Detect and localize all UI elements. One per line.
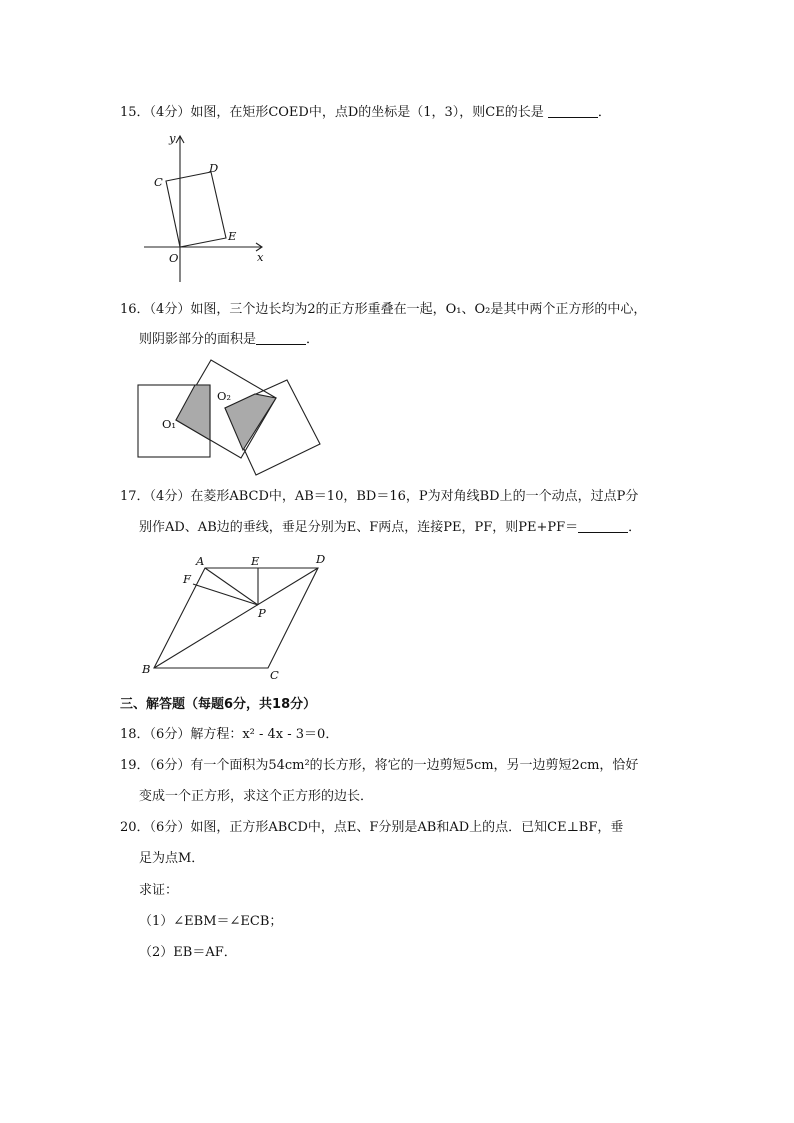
label-D: D bbox=[209, 161, 219, 175]
label-O1: O₁ bbox=[162, 417, 177, 431]
rectangle-COED bbox=[166, 172, 226, 247]
q19-line1: 19．（6分）有一个面积为54cm²的长方形，将它的一边剪短5cm，另一边剪短2cm，恰好 bbox=[120, 758, 639, 773]
label-A: A bbox=[196, 554, 205, 568]
label-E: E bbox=[228, 229, 237, 243]
q20-part1: （1）∠EBM＝∠ECB； bbox=[139, 914, 283, 929]
label-C17: C bbox=[270, 668, 279, 682]
q15-figure bbox=[144, 131, 264, 282]
section-title: 三、解答题（每题6分，共18分） bbox=[120, 697, 317, 712]
label-O: O bbox=[169, 251, 179, 265]
label-x: x bbox=[257, 250, 264, 264]
q18-text: 18．（6分）解方程：x² - 4x - 3＝0． bbox=[120, 727, 339, 742]
shaded-region-1 bbox=[176, 385, 210, 440]
q16-figure bbox=[138, 360, 320, 475]
segment-PF bbox=[193, 584, 258, 605]
q17-answer-blank[interactable] bbox=[578, 519, 628, 533]
q17-line1: 17．（4分）在菱形ABCD中，AB＝10，BD＝16，P为对角线BD上的一个动点，过点P分 bbox=[120, 489, 639, 504]
label-D17: D bbox=[316, 552, 326, 566]
label-y: y bbox=[169, 131, 176, 145]
q20-line2: 足为点M． bbox=[139, 851, 205, 866]
q16-line1: 16．（4分）如图，三个边长均为2的正方形重叠在一起，O₁、O₂是其中两个正方形的中心， bbox=[120, 302, 647, 317]
q20-line1: 20．（6分）如图，正方形ABCD中，点E、F分别是AB和AD上的点．已知CE⊥BF，垂 bbox=[120, 820, 624, 835]
q20-part2: （2）EB＝AF． bbox=[139, 945, 237, 960]
label-F: F bbox=[183, 572, 191, 586]
q19-line2: 变成一个正方形，求这个正方形的边长． bbox=[139, 789, 374, 804]
label-P: P bbox=[258, 606, 266, 620]
label-B: B bbox=[142, 662, 151, 676]
q15-text: 15．（4分）如图，在矩形COED中，点D的坐标是（1，3），则CE的长是 ． bbox=[120, 105, 611, 120]
line-AP bbox=[205, 568, 258, 605]
q16-line2: 则阴影部分的面积是 ． bbox=[139, 332, 320, 347]
q16-answer-blank[interactable] bbox=[256, 331, 306, 345]
q17-figure bbox=[141, 552, 325, 682]
label-C: C bbox=[154, 175, 163, 189]
label-E17: E bbox=[251, 554, 260, 568]
label-O2: O₂ bbox=[217, 389, 232, 403]
q17-line2: 别作AD、AB边的垂线，垂足分别为E、F两点，连接PE，PF，则PE+PF＝ ． bbox=[139, 520, 642, 535]
q20-prove: 求证： bbox=[139, 883, 179, 898]
